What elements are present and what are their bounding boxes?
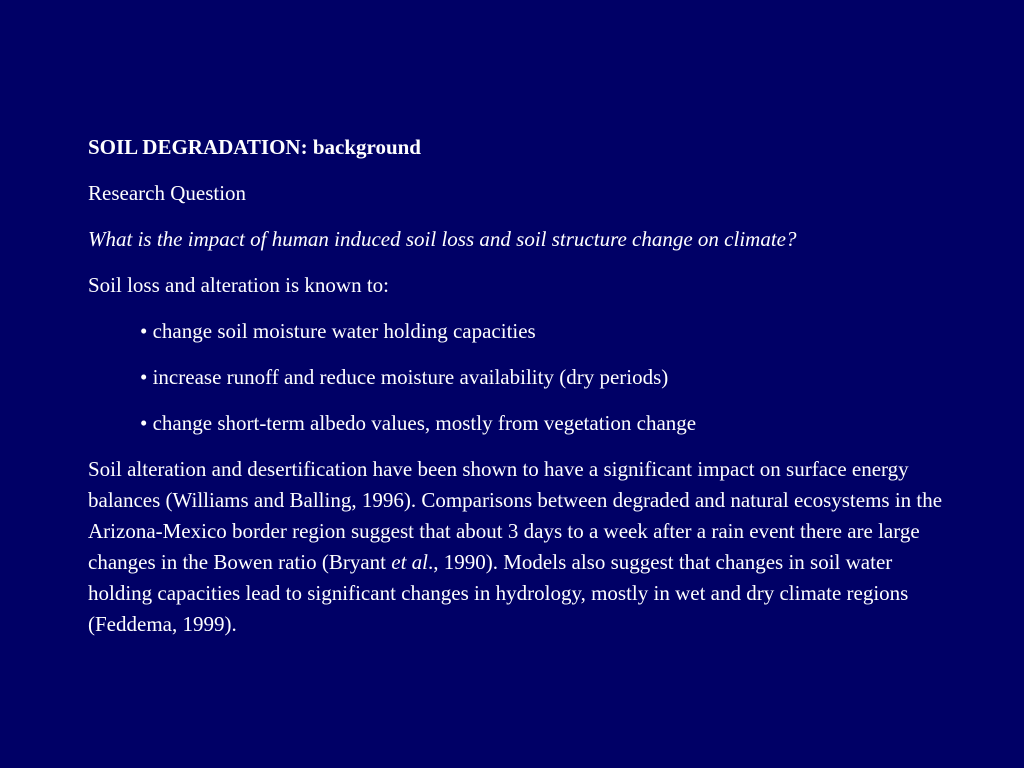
bullet-item: • increase runoff and reduce moisture availability (dry periods): [140, 365, 669, 389]
bullet-item: • change short-term albedo values, mostly from vegetation change: [140, 411, 697, 435]
paragraph-text-part-2: ., 1990). Models also suggest that changes in soil water holding capacities lead to significant changes in hydrology, mostly in wet and dry climate regions (Feddema, 1999).: [88, 550, 909, 636]
intro-text: Soil loss and alteration is known to:: [88, 273, 389, 297]
paragraph-text-part-1: Soil alteration and desertification have been shown to have a significant impact on surface energy balances (Williams and Balling, 1996). Comparisons between degraded and natural ecosystems in the Arizona-Mexico border region suggest that about 3 days to a week after a rain event there are large changes in the Bowen ratio (Bryant: [88, 457, 943, 574]
bullet-item: • change soil moisture water holding capacities: [140, 319, 536, 343]
research-question: What is the impact of human induced soil loss and soil structure change on climate?: [88, 227, 797, 251]
slide-subtitle: Research Question: [88, 181, 247, 205]
body-paragraph: [88, 454, 958, 640]
slide-title: SOIL DEGRADATION: background: [88, 135, 421, 159]
paragraph-italic-text: et al: [391, 550, 428, 574]
slide-content: [88, 135, 968, 640]
